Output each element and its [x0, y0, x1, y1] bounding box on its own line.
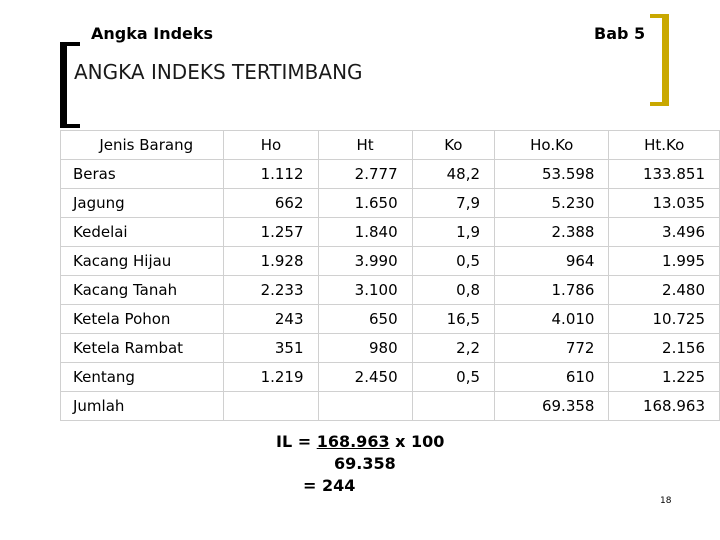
- ko-value: 48,2: [412, 160, 494, 189]
- right-bracket-decoration: [662, 14, 669, 106]
- htko-value: 2.156: [609, 334, 720, 363]
- hoko-value: 2.388: [495, 218, 609, 247]
- item-name: Jagung: [61, 189, 224, 218]
- htko-value: 2.480: [609, 276, 720, 305]
- formula-numerator: 168.963: [316, 432, 390, 451]
- left-bracket-decoration: [60, 42, 67, 128]
- table-row: [61, 160, 720, 189]
- total-htko: 168.963: [609, 392, 720, 421]
- formula-denominator: 69.358: [334, 454, 396, 473]
- item-name: Kedelai: [61, 218, 224, 247]
- item-name: Ketela Pohon: [61, 305, 224, 334]
- hoko-value: 5.230: [495, 189, 609, 218]
- total-hoko: 69.358: [495, 392, 609, 421]
- ko-value: 0,5: [412, 363, 494, 392]
- formula-prefix: IL =: [276, 432, 317, 451]
- htko-value: 1.225: [609, 363, 720, 392]
- index-formula: [276, 431, 444, 497]
- ht-value: 3.100: [318, 276, 412, 305]
- ho-value: 1.112: [224, 160, 318, 189]
- ht-value: 650: [318, 305, 412, 334]
- ho-value: 662: [224, 189, 318, 218]
- ho-value: 1.219: [224, 363, 318, 392]
- hoko-value: 1.786: [495, 276, 609, 305]
- htko-value: 13.035: [609, 189, 720, 218]
- ht-value: 980: [318, 334, 412, 363]
- ht-value: 3.990: [318, 247, 412, 276]
- table-row: [61, 189, 720, 218]
- table-row: [61, 276, 720, 305]
- htko-value: 3.496: [609, 218, 720, 247]
- section-title: Angka Indeks: [91, 24, 214, 43]
- total-empty-ko: [412, 392, 494, 421]
- hoko-value: 610: [495, 363, 609, 392]
- page-title: ANGKA INDEKS TERTIMBANG: [74, 60, 363, 84]
- ko-value: 7,9: [412, 189, 494, 218]
- ko-value: 16,5: [412, 305, 494, 334]
- htko-value: 133.851: [609, 160, 720, 189]
- page-number: 18: [660, 496, 672, 506]
- table-header-row: [61, 131, 720, 160]
- col-header-ko: Ko: [412, 131, 494, 160]
- item-name: Kentang: [61, 363, 224, 392]
- col-header-jenis-barang: Jenis Barang: [61, 131, 224, 160]
- ho-value: 351: [224, 334, 318, 363]
- item-name: Kacang Hijau: [61, 247, 224, 276]
- formula-line-1: [276, 431, 444, 453]
- item-name: Ketela Rambat: [61, 334, 224, 363]
- formula-multiplier: x 100: [389, 432, 445, 451]
- ho-value: 1.928: [224, 247, 318, 276]
- total-empty-ho: [224, 392, 318, 421]
- ho-value: 243: [224, 305, 318, 334]
- total-row: [61, 392, 720, 421]
- htko-value: 10.725: [609, 305, 720, 334]
- formula-result: = 244: [303, 476, 356, 495]
- ho-value: 1.257: [224, 218, 318, 247]
- total-label: Jumlah: [61, 392, 224, 421]
- table-row: [61, 363, 720, 392]
- table-row: [61, 334, 720, 363]
- col-header-ho: Ho: [224, 131, 318, 160]
- right-bracket-bottom: [650, 102, 669, 106]
- right-bracket-top: [650, 14, 669, 18]
- hoko-value: 53.598: [495, 160, 609, 189]
- hoko-value: 772: [495, 334, 609, 363]
- col-header-ht: Ht: [318, 131, 412, 160]
- ht-value: 1.650: [318, 189, 412, 218]
- table-row: [61, 218, 720, 247]
- ho-value: 2.233: [224, 276, 318, 305]
- col-header-hoko: Ho.Ko: [495, 131, 609, 160]
- ko-value: 0,8: [412, 276, 494, 305]
- table-row: [61, 305, 720, 334]
- ko-value: 2,2: [412, 334, 494, 363]
- chapter-label: Bab 5: [594, 24, 646, 43]
- hoko-value: 964: [495, 247, 609, 276]
- item-name: Kacang Tanah: [61, 276, 224, 305]
- index-table: [60, 130, 720, 421]
- ko-value: 1,9: [412, 218, 494, 247]
- total-empty-ht: [318, 392, 412, 421]
- left-bracket-bottom: [60, 124, 80, 128]
- ht-value: 2.450: [318, 363, 412, 392]
- table-row: [61, 247, 720, 276]
- left-bracket-top: [60, 42, 80, 46]
- htko-value: 1.995: [609, 247, 720, 276]
- ht-value: 1.840: [318, 218, 412, 247]
- ko-value: 0,5: [412, 247, 494, 276]
- item-name: Beras: [61, 160, 224, 189]
- ht-value: 2.777: [318, 160, 412, 189]
- col-header-htko: Ht.Ko: [609, 131, 720, 160]
- hoko-value: 4.010: [495, 305, 609, 334]
